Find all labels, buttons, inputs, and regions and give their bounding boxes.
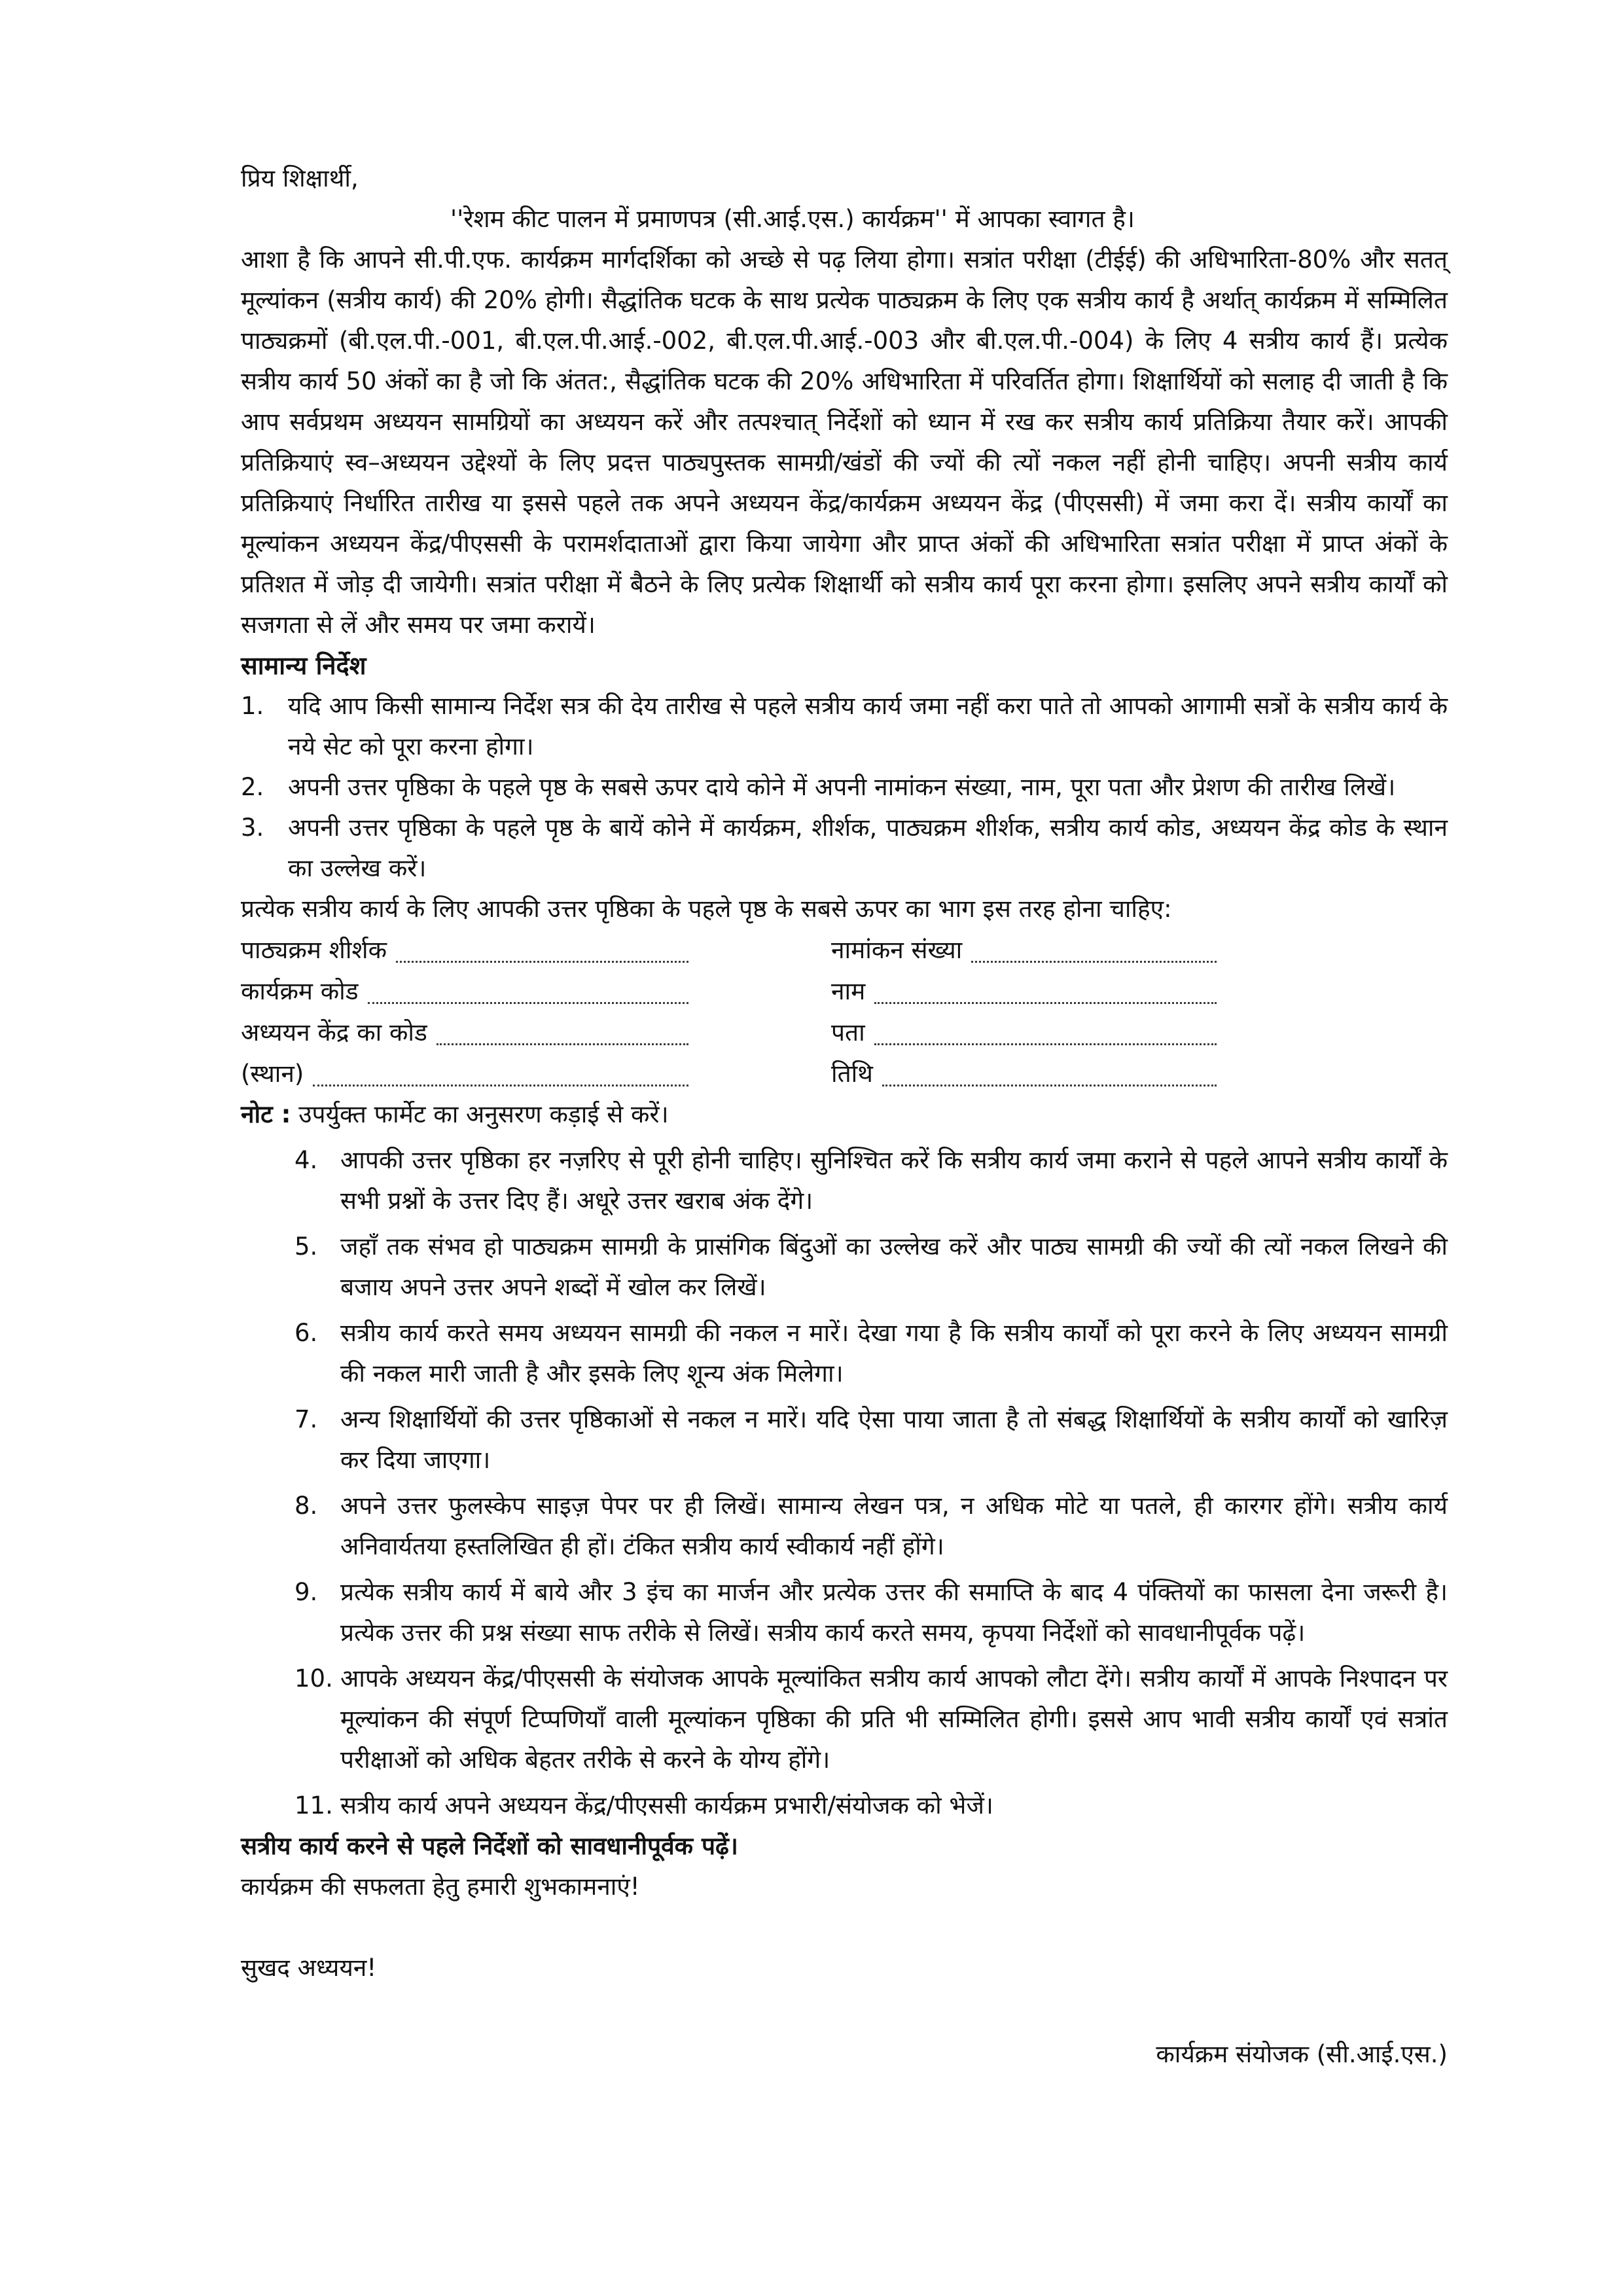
item-text: यदि आप किसी सामान्य निर्देश सत्र की देय तारीख से पहले सत्रीय कार्य जमा नहीं करा पाते तो आपको आगामी सत्रों के सत्रीय कार्य के नये सेट को पूरा करना होगा।	[288, 692, 1448, 761]
item-number: 9.	[294, 1578, 318, 1606]
list-item	[241, 686, 1448, 767]
form-field-enrolment-number	[831, 930, 1221, 971]
item-text: आपके अध्ययन केंद्र/पीएससी के संयोजक आपके मूल्यांकित सत्रीय कार्य आपको लौटा देंगे। सत्रीय कार्यों में आपके निश्पादन पर मूल्यांकन की संपूर्ण टिप्पणियाँ वाली मूल्यांकन पृष्ठिका की प्रति भी सम्मिलित होगी। इससे आप भावी सत्रीय कार्यों एवं सत्रांत परीक्षाओं को अधिक बेहतर तरीके से करने के योग्य होंगे।	[340, 1664, 1448, 1774]
item-number: 6.	[294, 1319, 318, 1347]
dotted-fill-line	[396, 961, 688, 963]
form-label: तिथि	[831, 1060, 873, 1088]
form-field-place	[241, 1054, 692, 1094]
form-field-address	[831, 1013, 1221, 1053]
item-text: आपकी उत्तर पृष्ठिका हर नज़रिए से पूरी होनी चाहिए। सुनिश्चित करें कि सत्रीय कार्य जमा कराने से पहले आपने सत्रीय कार्यों के सभी प्रश्नों के उत्तर दिए हैं। अधूरे उत्तर खराब अंक देंगे।	[340, 1146, 1448, 1215]
form-label: पाठ्यक्रम शीर्शक	[241, 936, 387, 964]
item-number: 5.	[294, 1232, 318, 1261]
note-label: नोट :	[241, 1100, 291, 1128]
item-number: 11.	[294, 1791, 333, 1820]
list-item	[294, 1140, 1448, 1221]
dotted-fill-line	[882, 1085, 1217, 1086]
item-number: 1.	[241, 692, 264, 720]
form-row	[241, 929, 1221, 971]
item-text: सत्रीय कार्य करते समय अध्ययन सामग्री की नकल न मारें। देखा गया है कि सत्रीय कार्यों को पूरा करने के लिए अध्ययन सामग्री की नकल मारी जाती है और इसके लिए शून्य अंक मिलेगा।	[340, 1319, 1448, 1388]
form-field-date	[831, 1054, 1221, 1094]
happy-study-line: सुखद अध्ययन!	[241, 1954, 377, 1982]
note-text: उपर्युक्त फार्मेट का अनुसरण कड़ाई से करें।	[298, 1100, 669, 1128]
dotted-fill-line	[313, 1085, 688, 1086]
list-item	[294, 1659, 1448, 1780]
salutation: प्रिय शिक्षार्थी,	[241, 164, 359, 192]
list-item	[294, 1227, 1448, 1308]
dotted-fill-line	[971, 961, 1217, 963]
list-item	[294, 1785, 1448, 1826]
list-item	[294, 1572, 1448, 1653]
list-item	[294, 1313, 1448, 1394]
form-label: अध्ययन केंद्र का कोड	[241, 1018, 427, 1047]
section-heading-general-instructions: सामान्य निर्देश	[241, 651, 366, 680]
form-label: (स्थान)	[241, 1060, 304, 1088]
form-label: पता	[831, 1018, 865, 1047]
form-field-study-centre-code	[241, 1013, 692, 1053]
dotted-fill-line	[874, 1043, 1217, 1045]
format-intro-line: प्रत्येक सत्रीय कार्य के लिए आपकी उत्तर पृष्ठिका के पहले पृष्ठ के सबसे ऊपर का भाग इस तरह होना चाहिए:	[241, 895, 1172, 923]
list-item	[241, 767, 1448, 808]
item-number: 2.	[241, 773, 264, 801]
instruction-list-4-11	[294, 1140, 1448, 1826]
closing-instruction-bold: सत्रीय कार्य करने से पहले निर्देशों को सावधानीपूर्वक पढ़ें।	[241, 1832, 738, 1860]
form-field-programme-code	[241, 971, 692, 1012]
note-line	[241, 1094, 1448, 1135]
form-label: नाम	[831, 977, 866, 1005]
dotted-fill-line	[874, 1002, 1217, 1004]
item-text: अपनी उत्तर पृष्ठिका के पहले पृष्ठ के सबसे ऊपर दाये कोने में अपनी नामांकन संख्या, नाम, पूरा पता और प्रेशण की तारीख लिखें।	[288, 773, 1396, 801]
item-text: अपने उत्तर फुलस्केप साइज़ पेपर पर ही लिखें। सामान्य लेखन पत्र, न अधिक मोटे या पतले, ही कारगर होंगे। सत्रीय कार्य अनिवार्यतया हस्तलिखित ही हों। टंकित सत्रीय कार्य स्वीकार्य नहीं होंगे।	[340, 1492, 1448, 1560]
form-row	[241, 1012, 1221, 1053]
signature-programme-coordinator: कार्यक्रम संयोजक (सी.आई.एस.)	[1156, 2040, 1448, 2068]
item-text: सत्रीय कार्य अपने अध्ययन केंद्र/पीएससी कार्यक्रम प्रभारी/संयोजक को भेजें।	[340, 1791, 993, 1820]
form-label: नामांकन संख्या	[831, 936, 963, 964]
intro-paragraph: आशा है कि आपने सी.पी.एफ. कार्यक्रम मार्गदर्शिका को अच्छे से पढ़ लिया होगा। सत्रांत परीक्षा (टीईई) की अधिभारिता-80% और सतत् मूल्यांकन (सत्रीय कार्य) की 20% होगी। सैद्धांतिक घटक के साथ प्रत्येक पाठ्यक्रम के लिए एक सत्रीय कार्य है अर्थात् कार्यक्रम में सम्मिलित पाठ्यक्रमों (बी.एल.पी.-001, बी.एल.पी.आई.-002, बी.एल.पी.आई.-003 और बी.एल.पी.-004) के लिए 4 सत्रीय कार्य हैं। प्रत्येक सत्रीय कार्य 50 अंकों का है जो कि अंतत:, सैद्धांतिक घटक की 20% अधिभारिता में परिवर्तित होगा। शिक्षार्थियों को सलाह दी जाती है कि आप सर्वप्रथम अध्ययन सामग्रियों का अध्ययन करें और तत्पश्चात् निर्देशों को ध्यान में रख कर सत्रीय कार्य प्रतिक्रिया तैयार करें। आपकी प्रतिक्रियाएं स्व–अध्ययन उद्देश्यों के लिए प्रदत्त पाठ्यपुस्तक सामग्री/खंडों की ज्यों की त्यों नकल नहीं होनी चाहिए। अपनी सत्रीय कार्य प्रतिक्रियाएं निर्धारित तारीख या इससे पहले तक अपने अध्ययन केंद्र/कार्यक्रम अध्ययन केंद्र (पीएससी) में जमा करा दें। सत्रीय कार्यों का मूल्यांकन अध्ययन केंद्र/पीएससी के परामर्शदाताओं द्वारा किया जायेगा और प्राप्त अंकों की अधिभारिता सत्रांत परीक्षा में प्राप्त अंकों के प्रतिशत में जोड़ दी जायेगी। सत्रांत परीक्षा में बैठने के लिए प्रत्येक शिक्षार्थी को सत्रीय कार्य पूरा करना होगा। इसलिए अपने सत्रीय कार्यों को सजगता से लें और समय पर जमा करायें।	[241, 245, 1448, 639]
form-label: कार्यक्रम कोड	[241, 977, 359, 1005]
dotted-fill-line	[437, 1043, 688, 1045]
answer-sheet-header-form	[241, 929, 1221, 1094]
item-number: 7.	[294, 1405, 318, 1433]
item-text: जहाँ तक संभव हो पाठ्यक्रम सामग्री के प्रासंगिक बिंदुओं का उल्लेख करें और पाठ्य सामग्री की ज्यों की त्यों नकल लिखने की बजाय अपने उत्तर अपने शब्दों में खोल कर लिखें।	[340, 1232, 1448, 1301]
item-number: 4.	[294, 1146, 318, 1174]
form-field-name	[831, 971, 1221, 1012]
item-number: 10.	[294, 1664, 333, 1693]
form-row	[241, 971, 1221, 1012]
form-row	[241, 1053, 1221, 1094]
item-text: अन्य शिक्षार्थियों की उत्तर पृष्ठिकाओं से नकल न मारें। यदि ऐसा पाया जाता है तो संबद्ध शिक्षार्थियों के सत्रीय कार्यों को खारिज़ कर दिया जाएगा।	[340, 1405, 1448, 1474]
list-item	[294, 1399, 1448, 1480]
dotted-fill-line	[368, 1002, 688, 1004]
welcome-line: ''रेशम कीट पालन में प्रमाणपत्र (सी.आई.एस.) कार्यक्रम'' में आपका स्वागत है।	[450, 205, 1135, 233]
item-number: 3.	[241, 814, 264, 842]
item-text: अपनी उत्तर पृष्ठिका के पहले पृष्ठ के बायें कोने में कार्यक्रम, शीर्शक, पाठ्यक्रम शीर्शक, सत्रीय कार्य कोड, अध्ययन केंद्र कोड के स्थान का उल्लेख करें।	[288, 814, 1448, 882]
instruction-list-1-3	[241, 686, 1448, 889]
list-item	[241, 808, 1448, 889]
list-item	[294, 1486, 1448, 1567]
item-number: 8.	[294, 1492, 318, 1520]
form-field-course-title	[241, 930, 692, 971]
closing-wishes: कार्यक्रम की सफलता हेतु हमारी शुभकामनाएं!	[241, 1873, 640, 1901]
item-text: प्रत्येक सत्रीय कार्य में बाये और 3 इंच का मार्जन और प्रत्येक उत्तर की समाप्ति के बाद 4 पंक्तियों का फासला देना जरूरी है। प्रत्येक उत्तर की प्रश्न संख्या साफ तरीके से लिखें। सत्रीय कार्य करते समय, कृपया निर्देशों को सावधानीपूर्वक पढ़ें।	[340, 1578, 1448, 1647]
